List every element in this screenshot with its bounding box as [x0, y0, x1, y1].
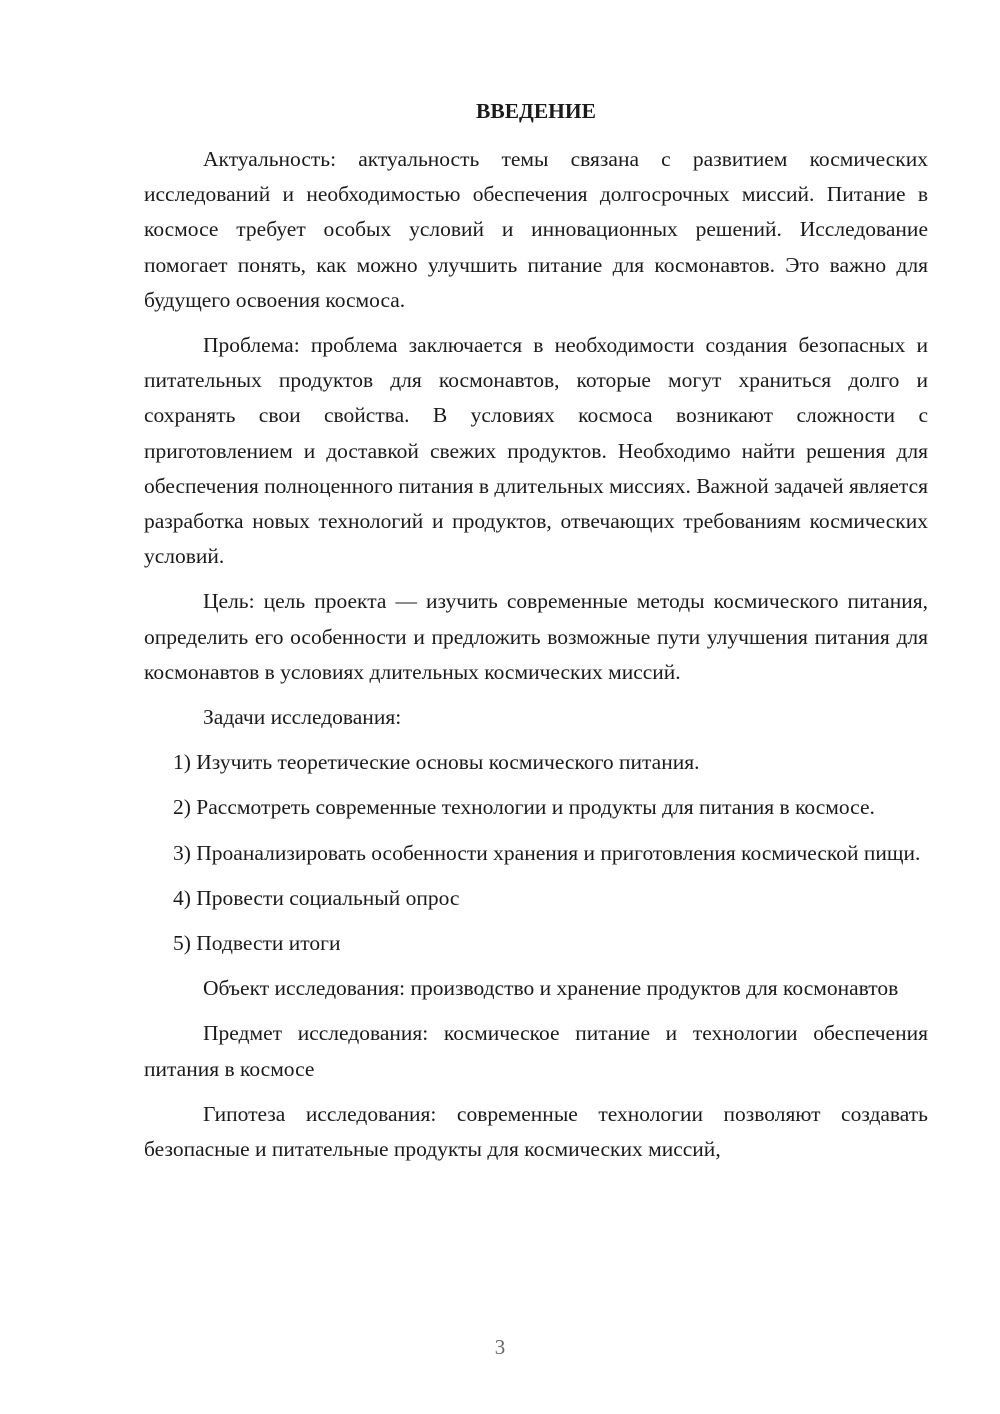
paragraph-subject: Предмет исследования: космическое питание и технологии обеспечения питания в космосе	[144, 1021, 928, 1081]
paragraph-goal: Цель: цель проекта — изучить современные методы космического питания, определить его особенности и предложить возможные пути улучшения питания для космонавтов в условиях длительных космических миссий.	[144, 589, 928, 684]
paragraph-hypothesis: Гипотеза исследования: современные технологии позволяют создавать безопасные и питательные продукты для космических миссий,	[144, 1101, 928, 1162]
page-title: ВВЕДЕНИЕ	[476, 99, 596, 123]
list-item: 3) Проанализировать особенности хранения и приготовления космической пищи.	[173, 840, 921, 865]
paragraph-problem: Проблема: проблема заключается в необходимости создания безопасных и питательных продуктов для космонавтов, которые могут храниться долго и сохранять свои свойства. В условиях космоса возникают сложности с приготовлением и доставкой свежих продуктов. Необходимо найти решения для обеспечения полноценного питания в длительных миссиях. Важной задачей является разработка новых технологий и продуктов, отвечающих требованиям космических условий.	[144, 333, 928, 569]
list-item: 2) Рассмотреть современные технологии и продукты для питания в космосе.	[173, 795, 875, 820]
tasks-heading: Задачи исследования:	[203, 705, 402, 730]
page-number: 3	[494, 1335, 506, 1359]
tasks-list	[144, 745, 928, 961]
paragraph-relevance: Актуальность: актуальность темы связана с развитием космических исследований и необходимостью обеспечения долгосрочных миссий. Питание в космосе требует особых условий и инновационных решений. Исследование помогает понять, как можно улучшить питание для космонавтов. Это важно для будущего освоения космоса.	[144, 147, 928, 312]
list-item: 5) Подвести итоги	[173, 931, 341, 956]
page-content	[144, 95, 928, 1177]
paragraph-object: Объект исследования: производство и хранение продуктов для космонавтов	[203, 976, 899, 1001]
list-item: 4) Провести социальный опрос	[173, 885, 460, 910]
list-item: 1) Изучить теоретические основы космического питания.	[173, 750, 700, 775]
